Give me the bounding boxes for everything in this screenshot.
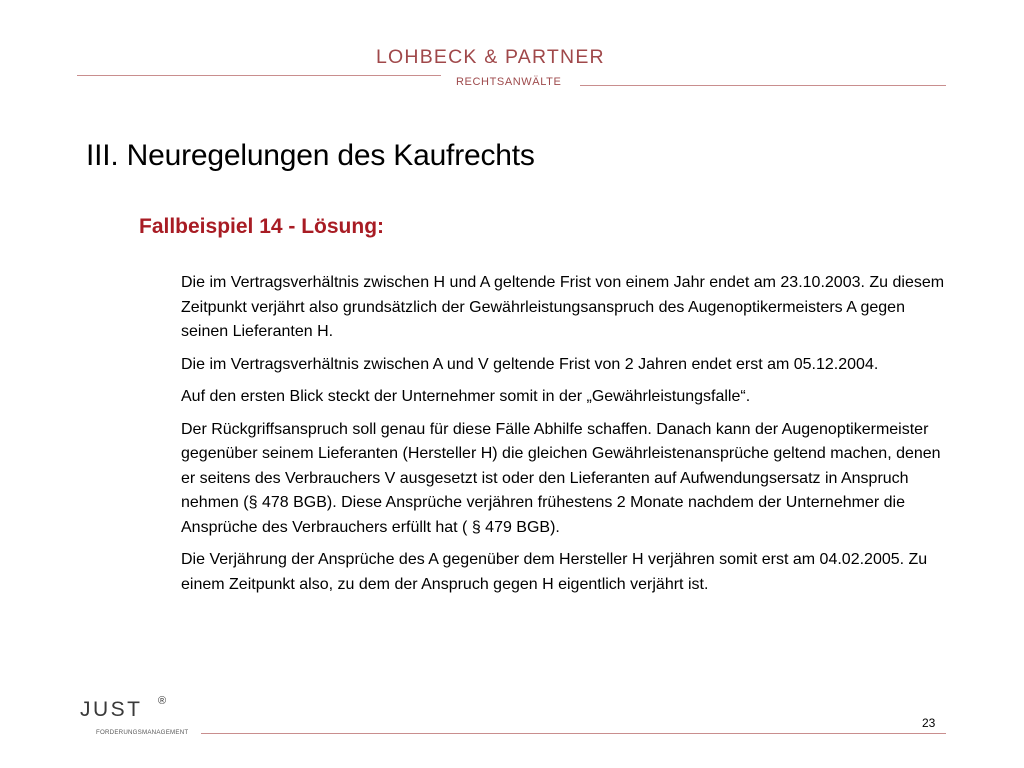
paragraph: Die im Vertragsverhältnis zwischen A und V geltende Frist von 2 Jahren endet erst am 05.12.2004. — [181, 355, 879, 373]
footer-rule — [201, 733, 946, 734]
logo-wordmark: JUST — [80, 698, 143, 721]
logo-registered-mark: ® — [158, 695, 167, 707]
paragraph: Die im Vertragsverhältnis zwischen H und A geltende Frist von einem Jahr endet am 23.10.2003. Zu diesem Zeitpunkt verjährt also grundsätzlich der Gewährleistungsanspruch des Augenoptikermeisters A gegen seinen Lieferanten H. — [181, 274, 945, 340]
firm-name: LOHBECK & PARTNER — [376, 46, 605, 68]
just-logo — [80, 695, 200, 740]
firm-subtitle: RECHTSANWÄLTE — [456, 76, 562, 88]
slide-title: III. Neuregelungen des Kaufrechts — [86, 139, 535, 172]
logo-tagline: FORDERUNGSMANAGEMENT — [96, 729, 189, 736]
slide-subtitle: Fallbeispiel 14 - Lösung: — [139, 215, 385, 238]
header-rule-left — [77, 75, 441, 76]
paragraph: Die Verjährung der Ansprüche des A gegenüber dem Hersteller H verjähren somit erst am 04.02.2005. Zu einem Zeitpunkt also, zu dem der Anspruch gegen H eigentlich verjährt ist. — [181, 551, 928, 593]
page-number: 23 — [922, 716, 936, 730]
slide-content — [181, 271, 951, 605]
paragraph: Auf den ersten Blick steckt der Unternehmer somit in der „Gewährleistungsfalle“. — [181, 388, 751, 405]
paragraph: Der Rückgriffsanspruch soll genau für diese Fälle Abhilfe schaffen. Danach kann der Augenoptikermeister gegenüber seinem Lieferanten (Hersteller H) die gleichen Gewährleistenansprüche geltend machen, denen er seitens des Verbrauchers V ausgesetzt ist oder den Lieferanten auf Aufwendungsersatz in Anspruch nehmen (§ 478 BGB). Diese Ansprüche verjähren frühestens 2 Monate nachdem der Unternehmer die Ansprüche des Verbrauchers erfüllt hat ( § 479 BGB). — [181, 420, 941, 536]
header-rule-right — [580, 85, 946, 86]
